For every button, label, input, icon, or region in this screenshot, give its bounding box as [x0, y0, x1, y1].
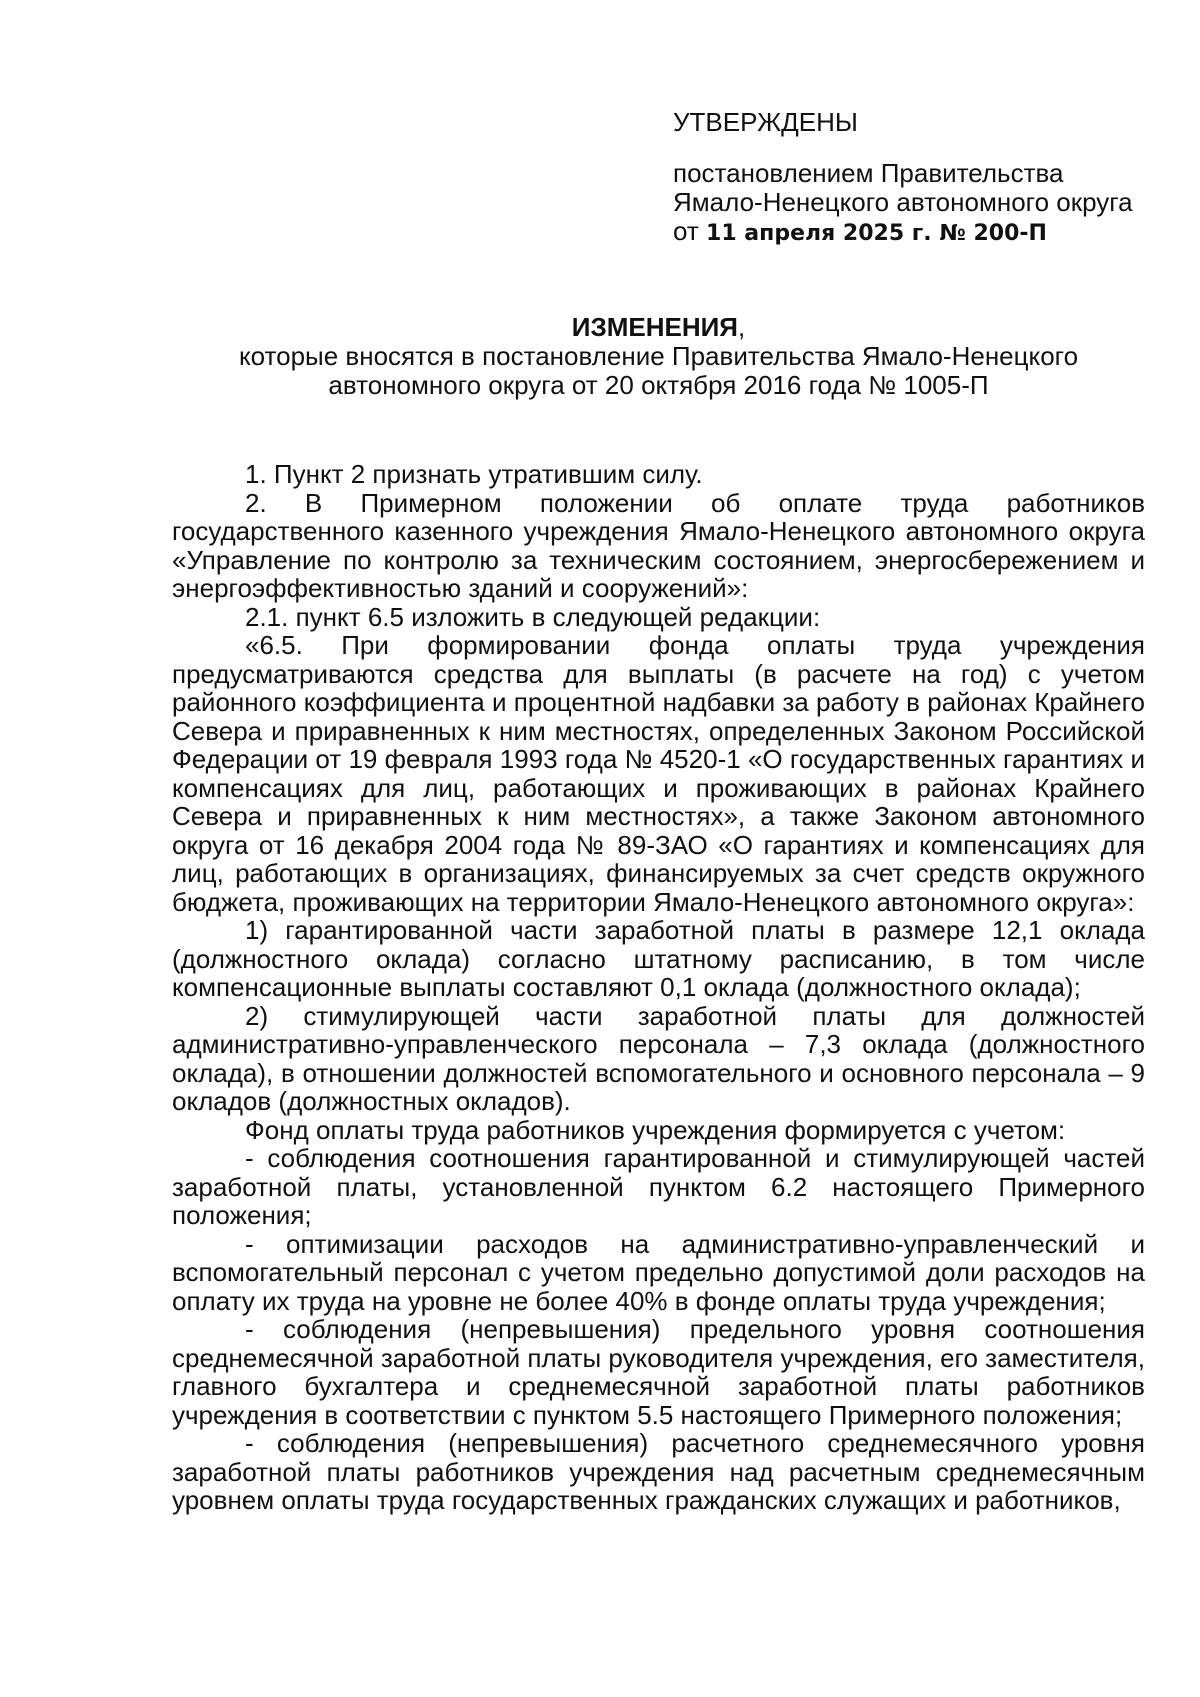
- title-main-line: [172, 313, 1145, 342]
- paragraph-bullet-1: - соблюдения соотношения гарантированной и стимулирующей частей заработной платы, установленной пунктом 6.2 настоящего Примерного положения;: [172, 1143, 1145, 1230]
- title-subtitle: которые вносятся в постановление Правительства Ямало-Ненецкого автономного округа от 20 октября 2016 года № 1005-П: [238, 341, 1079, 400]
- approval-date-number: 11 апреля 2025 г. № 200-П: [706, 221, 1047, 246]
- paragraph-bullet-3: - соблюдения (непревышения) предельного уровня соотношения среднемесячной заработной платы руководителя учреждения, его заместителя, главного бухгалтера и среднемесячной заработной платы работников учреждения в соответствии с пунктом 5.5 настоящего Примерного положения;: [172, 1314, 1145, 1430]
- paragraph-bullet-2: - оптимизации расходов на административно-управленческий и вспомогательный персонал с учетом предельно допустимой доли расходов на оплату их труда на уровне не более 40% в фонде оплаты труда учреждения;: [172, 1228, 1145, 1316]
- paragraph-2-1: 2.1. пункт 6.5 изложить в следующей редакции:: [245, 601, 821, 632]
- approval-date-prefix: от: [673, 216, 699, 246]
- approval-line-1: постановлением Правительства: [673, 158, 1064, 188]
- paragraph-item-1: 1) гарантированной части заработной платы в размере 12,1 оклада (должностного оклада) согласно штатному расписанию, в том числе компенсационные выплаты составляют 0,1 оклада (должностного оклада);: [172, 915, 1145, 1002]
- paragraph-1: 1. Пункт 2 признать утратившим силу.: [245, 459, 703, 489]
- title-main: ИЗМЕНЕНИЯ: [571, 312, 738, 342]
- approval-block: [673, 108, 1153, 248]
- document-body: [172, 460, 1145, 1515]
- approval-date-line: [673, 217, 1153, 248]
- approval-line-2: Ямало-Ненецкого автономного округа: [673, 187, 1133, 217]
- approval-heading: УТВЕРЖДЕНЫ: [673, 107, 858, 137]
- paragraph-6-5: «6.5. При формировании фонда оплаты труда учреждения предусматриваются средства для выплаты (в расчете на год) с учетом районного коэффициента и процентной надбавки за работу в районах Крайнего Севера и приравненных к ним местностях, определенных Законом Российской Федерации от 19 февраля 1993 года № 4520-1 «О государственных гарантиях и компенсациях для лиц, работающих и проживающих в районах Крайнего Севера и приравненных к ним местностях», а также Законом автономного округа от 16 декабря 2004 года № 89-ЗАО «О гарантиях и компенсациях для лиц, работающих в организациях, финансируемых за счет средств окружного бюджета, проживающих на территории Ямало-Ненецкого автономного округа»:: [172, 630, 1145, 917]
- title-main-suffix: ,: [738, 312, 746, 342]
- paragraph-2: 2. В Примерном положении об оплате труда работников государственного казенного учреждения Ямало-Ненецкого автономного округа «Управление по контролю за техническим состоянием, энергосбережением и энергоэффективностью зданий и сооружений»:: [172, 487, 1145, 603]
- document-title: [172, 313, 1145, 400]
- paragraph-item-2: 2) стимулирующей части заработной платы для должностей административно-управленческого персонала – 7,3 оклада (должностного оклада), в отношении должностей вспомогательного и основного персонала – 9 окладов (должностных окладов).: [172, 1000, 1145, 1116]
- paragraph-fund: Фонд оплаты труда работников учреждения формируется с учетом:: [245, 1114, 1066, 1145]
- paragraph-bullet-4: - соблюдения (непревышения) расчетного среднемесячного уровня заработной платы работников учреждения над расчетным среднемесячным уровнем оплаты труда государственных гражданских служащих и работников,: [172, 1428, 1145, 1515]
